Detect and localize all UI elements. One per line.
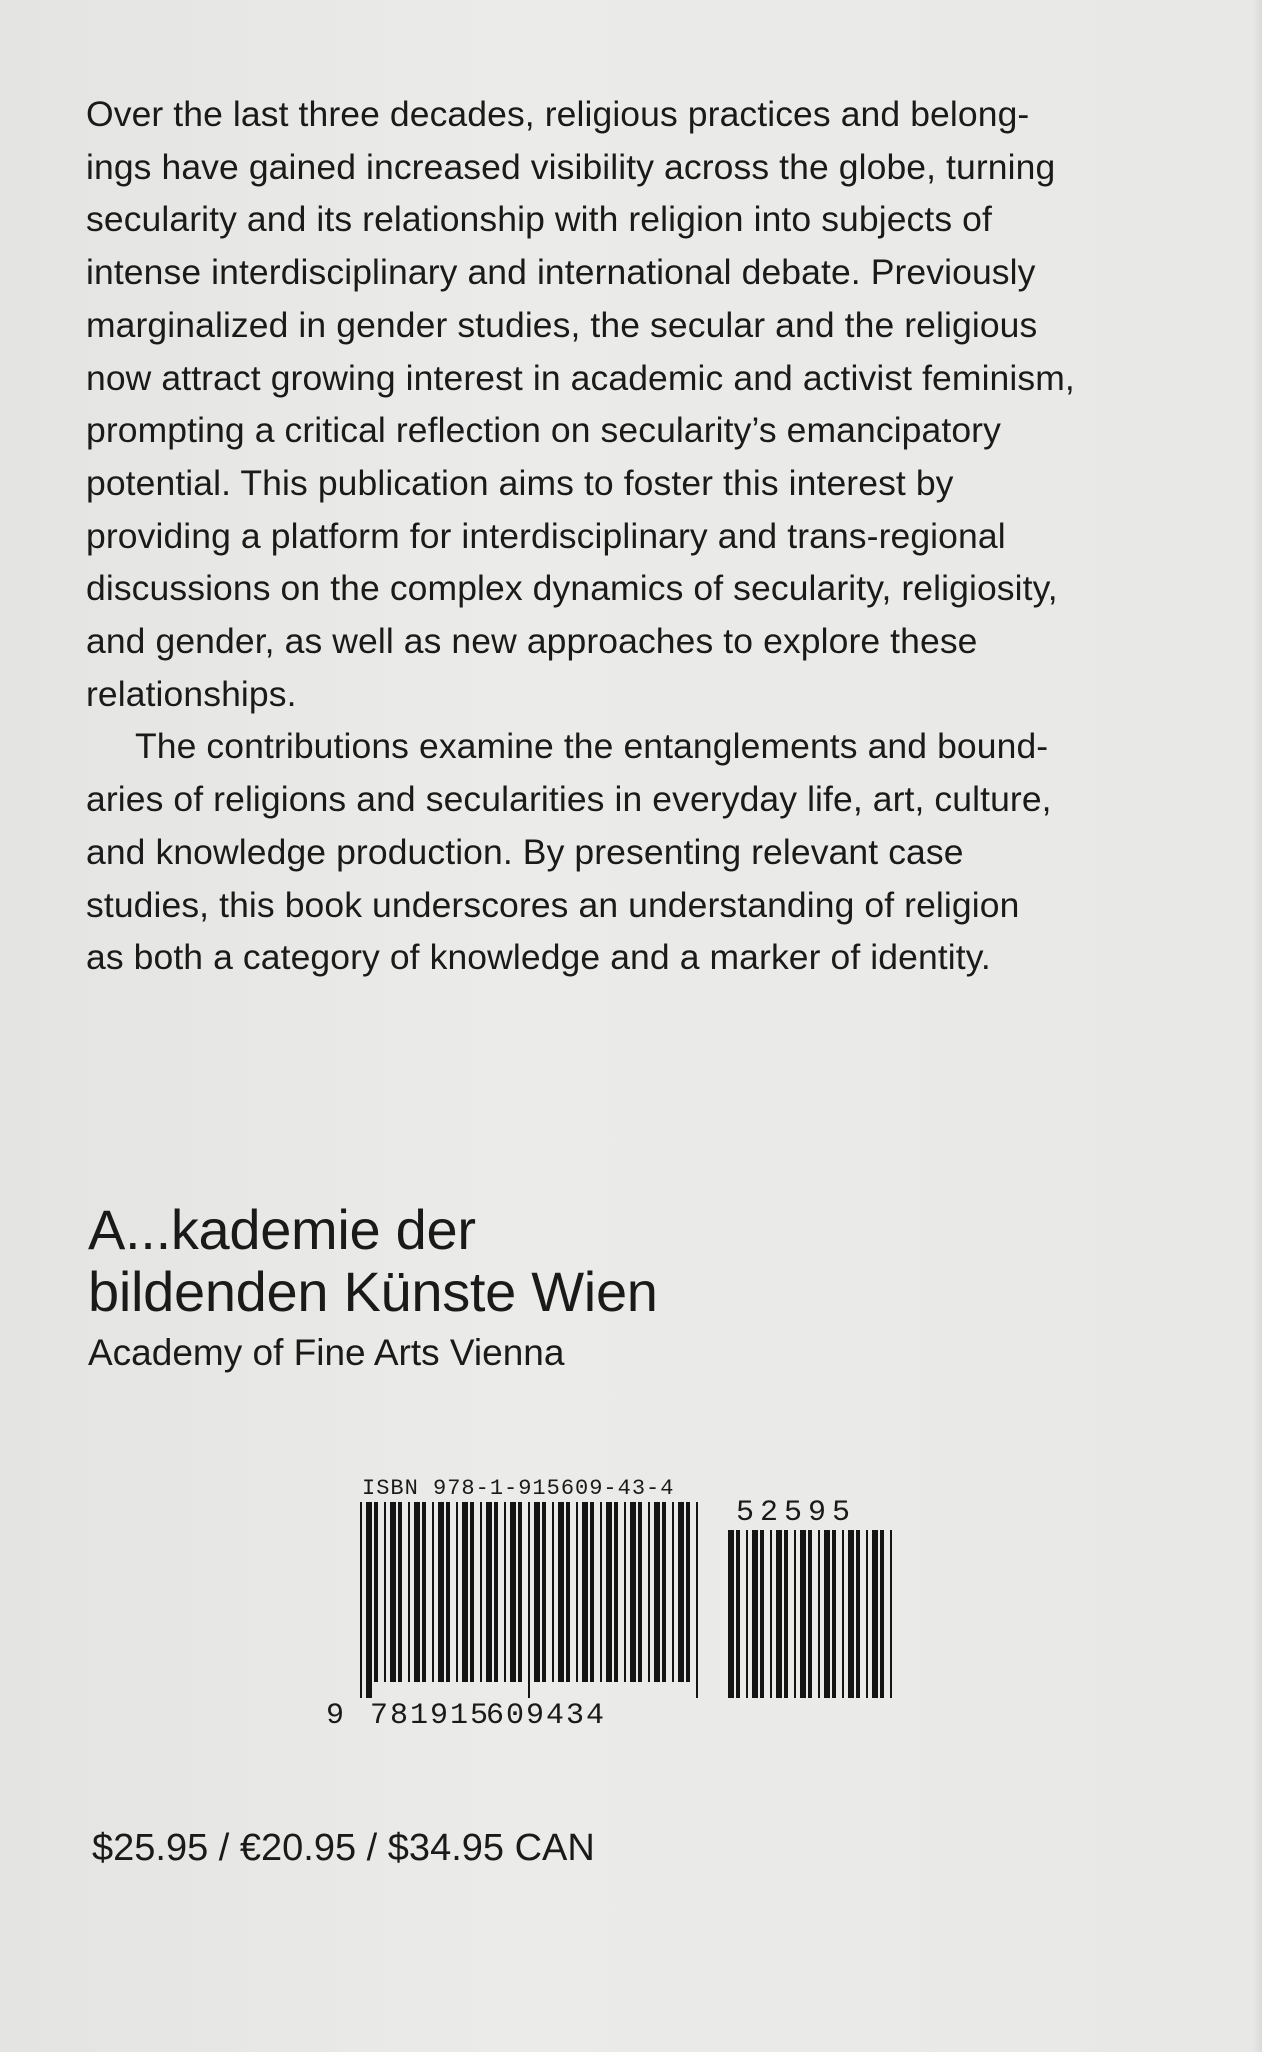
text-line: and knowledge production. By presenting relevant case bbox=[86, 831, 964, 872]
barcode-main-bars bbox=[360, 1502, 698, 1698]
barcode-bar bbox=[606, 1502, 612, 1682]
barcode-bar bbox=[438, 1502, 444, 1682]
cover-edge-shadow bbox=[1252, 0, 1262, 2052]
blurb-paragraph-2 bbox=[86, 720, 1186, 984]
barcode-bar bbox=[558, 1502, 564, 1682]
publisher-name-line-1: A...kademie der bbox=[88, 1198, 476, 1261]
barcode-bar bbox=[624, 1502, 626, 1682]
barcode-bar bbox=[480, 1502, 482, 1682]
text-line: discussions on the complex dynamics of secularity, religiosity, bbox=[86, 568, 1058, 609]
barcode-bar bbox=[432, 1502, 434, 1682]
barcode-bar bbox=[776, 1530, 782, 1698]
publisher-english-name: Academy of Fine Arts Vienna bbox=[88, 1332, 565, 1373]
isbn-label: ISBN 978-1-915609-43-4 bbox=[362, 1476, 675, 1501]
text-line: relationships. bbox=[86, 673, 297, 714]
barcode-right-digits: 609434 bbox=[486, 1699, 607, 1730]
text-line: ings have gained increased visibility across the globe, turning bbox=[86, 146, 1056, 187]
barcode-bar bbox=[848, 1530, 854, 1698]
barcode-bar bbox=[638, 1502, 642, 1682]
price-label: $25.95 / €20.95 / $34.95 CAN bbox=[92, 1827, 595, 1869]
barcode-bar bbox=[654, 1502, 660, 1682]
text-line: and gender, as well as new approaches to explore these bbox=[86, 621, 978, 662]
text-line: as both a category of knowledge and a marker of identity. bbox=[86, 937, 991, 978]
barcode-bar bbox=[414, 1502, 420, 1682]
barcode-bar bbox=[800, 1530, 806, 1698]
text-line: aries of religions and secularities in everyday life, art, culture, bbox=[86, 779, 1052, 820]
barcode-bar bbox=[590, 1502, 594, 1682]
publisher-logo bbox=[88, 1199, 658, 1377]
text-line: The contributions examine the entanglements and bound- bbox=[135, 726, 1049, 767]
barcode-bar bbox=[510, 1502, 516, 1682]
barcode-bar bbox=[842, 1530, 844, 1698]
barcode-bar bbox=[384, 1502, 386, 1682]
barcode-bar bbox=[890, 1530, 892, 1698]
barcode-bar bbox=[832, 1530, 836, 1698]
barcode-bar bbox=[678, 1502, 684, 1682]
barcode-bar bbox=[686, 1502, 690, 1682]
barcode-bar bbox=[552, 1502, 554, 1682]
barcode-bar bbox=[880, 1530, 884, 1698]
barcode-bar bbox=[648, 1502, 650, 1682]
barcode-bar bbox=[398, 1502, 402, 1682]
barcode-bar bbox=[518, 1502, 522, 1682]
barcode-bar bbox=[528, 1502, 530, 1698]
barcode-bar bbox=[600, 1502, 602, 1682]
text-line: marginalized in gender studies, the secular and the religious bbox=[86, 304, 1038, 345]
barcode-bar bbox=[374, 1502, 378, 1682]
barcode-bar bbox=[696, 1502, 698, 1698]
publisher-name-line-2: bildenden Künste Wien bbox=[88, 1260, 658, 1323]
text-line: studies, this book underscores an understanding of religion bbox=[86, 884, 1020, 925]
barcode-addon-bars bbox=[728, 1530, 892, 1698]
barcode-bar bbox=[534, 1502, 540, 1682]
barcode-bar bbox=[582, 1502, 588, 1682]
barcode-bar bbox=[728, 1530, 734, 1698]
barcode-left-digits: 781915 bbox=[370, 1699, 491, 1730]
barcode-bar bbox=[614, 1502, 618, 1682]
barcode-bar bbox=[542, 1502, 546, 1682]
barcode-bar bbox=[770, 1530, 772, 1698]
barcode-bar bbox=[422, 1502, 426, 1682]
barcode-bar bbox=[456, 1502, 458, 1682]
barcode-bar bbox=[504, 1502, 506, 1682]
text-line: potential. This publication aims to foster this interest by bbox=[86, 462, 954, 503]
barcode-bar bbox=[566, 1502, 570, 1682]
barcode-bar bbox=[446, 1502, 450, 1682]
barcode-bar bbox=[462, 1502, 468, 1682]
barcode-bar bbox=[672, 1502, 674, 1682]
barcode-bar bbox=[360, 1502, 362, 1698]
blurb-paragraph-1 bbox=[86, 88, 1186, 720]
barcode-bar bbox=[872, 1530, 878, 1698]
barcode-bar bbox=[470, 1502, 474, 1682]
text-line: now attract growing interest in academic and activist feminism, bbox=[86, 357, 1075, 398]
barcode-bar bbox=[576, 1502, 578, 1682]
barcode-bar bbox=[866, 1530, 868, 1698]
barcode-bar bbox=[390, 1502, 396, 1682]
barcode-bar bbox=[856, 1530, 860, 1698]
barcode-bar bbox=[760, 1530, 764, 1698]
isbn-barcode bbox=[326, 1470, 926, 1730]
text-line: Over the last three decades, religious practices and belong- bbox=[86, 94, 1030, 134]
barcode-bar bbox=[824, 1530, 830, 1698]
barcode-bar bbox=[808, 1530, 812, 1698]
barcode-bar bbox=[486, 1502, 492, 1682]
barcode-bar bbox=[494, 1502, 498, 1682]
barcode-bar bbox=[752, 1530, 758, 1698]
text-line: prompting a critical reflection on secularity’s emancipatory bbox=[86, 410, 1001, 451]
text-line: secularity and its relationship with religion into subjects of bbox=[86, 199, 992, 240]
text-line: intense interdisciplinary and international debate. Previously bbox=[86, 252, 1036, 293]
blurb-text bbox=[86, 88, 1186, 984]
barcode-bar bbox=[746, 1530, 748, 1698]
barcode-bar bbox=[818, 1530, 820, 1698]
text-line: providing a platform for interdisciplinary and trans-regional bbox=[86, 515, 1006, 556]
barcode-bar bbox=[736, 1530, 740, 1698]
barcode-addon-digits: 52595 bbox=[736, 1496, 857, 1530]
barcode-bar bbox=[794, 1530, 796, 1698]
barcode-bar bbox=[366, 1502, 372, 1698]
barcode-bar bbox=[630, 1502, 636, 1682]
barcode-first-digit: 9 bbox=[326, 1699, 345, 1730]
barcode-bar bbox=[408, 1502, 410, 1682]
barcode-bar bbox=[662, 1502, 666, 1682]
barcode-bar bbox=[784, 1530, 788, 1698]
